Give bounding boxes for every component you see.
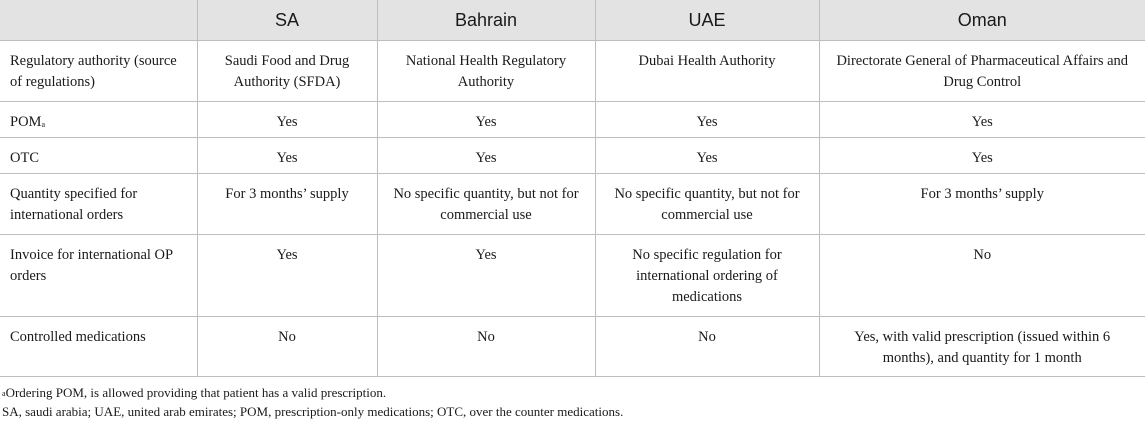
- header-oman: Oman: [819, 0, 1145, 41]
- table-row: [0, 317, 1145, 377]
- table-cell: Yes: [197, 235, 377, 317]
- table-cell: Yes, with valid prescription (issued within 6 months), and quantity for 1 month: [819, 317, 1145, 377]
- table-cell: Yes: [595, 102, 819, 138]
- table-cell: For 3 months’ supply: [197, 174, 377, 235]
- table-cell: National Health Regulatory Authority: [377, 41, 595, 102]
- header-bahrain: Bahrain: [377, 0, 595, 41]
- table-cell: Yes: [197, 102, 377, 138]
- table-cell: No specific quantity, but not for commercial use: [377, 174, 595, 235]
- table-cell: No: [819, 235, 1145, 317]
- row-label: [0, 102, 197, 138]
- table-cell: Yes: [819, 138, 1145, 174]
- table-row: [0, 138, 1145, 174]
- table-cell: Yes: [197, 138, 377, 174]
- table-header-row: [0, 0, 1145, 41]
- footnote-abbreviations: SA, saudi arabia; UAE, united arab emirates; POM, prescription-only medications; OTC, over the counter medications.: [2, 404, 624, 419]
- table-cell: No: [595, 317, 819, 377]
- row-label: Invoice for international OP orders: [0, 235, 197, 317]
- row-label: Controlled medications: [0, 317, 197, 377]
- table-cell: No: [197, 317, 377, 377]
- table-cell: For 3 months’ supply: [819, 174, 1145, 235]
- footnote-a-text: Ordering POM, is allowed providing that patient has a valid prescription.: [5, 385, 387, 400]
- table-cell: Yes: [377, 235, 595, 317]
- row-label: Regulatory authority (source of regulations): [0, 41, 197, 102]
- row-label: OTC: [0, 138, 197, 174]
- row-label-text: POM: [10, 114, 42, 130]
- table-cell: Yes: [819, 102, 1145, 138]
- table-cell: Yes: [377, 138, 595, 174]
- header-blank: [0, 0, 197, 41]
- table-cell: Saudi Food and Drug Authority (SFDA): [197, 41, 377, 102]
- table-row: [0, 102, 1145, 138]
- header-sa: SA: [197, 0, 377, 41]
- table-cell: Directorate General of Pharmaceutical Affairs and Drug Control: [819, 41, 1145, 102]
- header-uae: UAE: [595, 0, 819, 41]
- table-cell: No: [377, 317, 595, 377]
- table-cell: Dubai Health Authority: [595, 41, 819, 102]
- table-cell: No specific regulation for international ordering of medications: [595, 235, 819, 317]
- table-cell: Yes: [595, 138, 819, 174]
- footnote-a: [2, 383, 1145, 402]
- table-footnotes: [0, 377, 1145, 421]
- table-row: [0, 174, 1145, 235]
- footnote-a-marker: a: [2, 389, 6, 398]
- row-label: Quantity specified for international orders: [0, 174, 197, 235]
- table-cell: Yes: [377, 102, 595, 138]
- footnote-marker: a: [41, 120, 45, 129]
- table-row: [0, 235, 1145, 317]
- table-cell: No specific quantity, but not for commercial use: [595, 174, 819, 235]
- table-row: [0, 41, 1145, 102]
